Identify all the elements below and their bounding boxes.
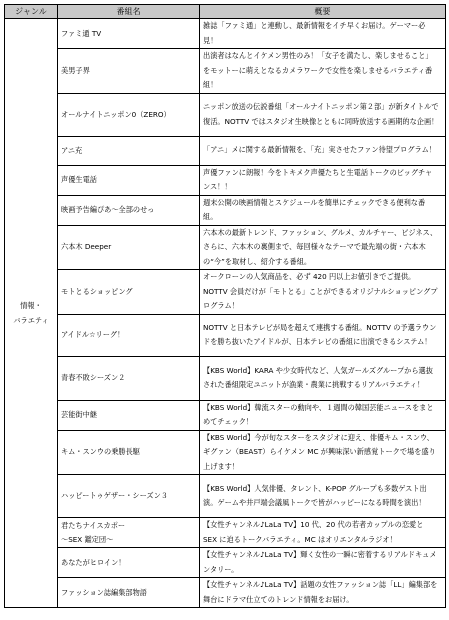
program-title-cell: ハッピートゥゲザー・シーズン３ [58, 475, 200, 518]
table-row [5, 475, 446, 518]
program-title-cell: ファミ通 TV [58, 19, 200, 49]
program-summary-cell: 週末公開の映画情報とスケジュールを簡単にチェックできる便利な番組。 [200, 195, 446, 225]
table-row [5, 136, 446, 165]
program-title-cell: アニ充 [58, 136, 200, 165]
program-title-cell: モトとるショッピング [58, 270, 200, 315]
program-title-cell: あなたがヒロイン！ [58, 548, 200, 578]
program-title-cell: オールナイトニッポン0（ZERO） [58, 93, 200, 136]
program-summary-cell: 【KBS World】KARA や少女時代など、人気ガールズグループから選抜された番組限定ユニットが漁業・農業に挑戦するリアルバラエティ！ [200, 356, 446, 400]
program-summary-cell: 【女性チャンネル♪LaLa TV】輝く女性の一瞬に密着するリアルドキュメンタリー。 [200, 548, 446, 578]
program-summary-cell: オークローンの人気商品を、必ず 420 円以上お値引きでご提供。NOTTV 会員だけが「モトとる」ことができるオリジナルショッピングプログラム！ [200, 270, 446, 315]
table-row [5, 314, 446, 356]
program-summary-cell: 【KBS World】今が旬なスターをスタジオに迎え、俳優キム・スンウ、ギグァン（BEAST）らイケメン MC が興味深い新感覚トークで場を盛り上げます！ [200, 430, 446, 475]
program-summary-cell: ニッポン放送の伝説番組「オールナイトニッポン第２部」が新タイトルで復活。NOTTV ではスタジオ生映像とともに同時放送する画期的な企画！ [200, 93, 446, 136]
program-table-sheet [4, 4, 445, 608]
table-row [5, 548, 446, 578]
program-title-cell: 君たちナイスカポー ～SEX 鑑定団～ [58, 518, 200, 548]
program-title-cell: 映画予告編ぴあ～全部のせっ [58, 195, 200, 225]
table-row [5, 430, 446, 475]
program-summary-cell: 出演者はなんとイケメン男性のみ！「女子を満たし、楽しませること」をモットーに萌えとなるカメラワークで女性を楽しませるバラエティ番組！ [200, 49, 446, 94]
table-row [5, 356, 446, 400]
program-summary-cell: 【KBS World】韓流スターの動向や、１週間の韓国芸能ニュースをまとめてチェック！ [200, 400, 446, 430]
program-summary-cell: 六本木の最新トレンド、ファッション、グルメ、カルチャー、ビジネス、さらに、六本木の裏側まで、毎回様々なテーマで最先端の街・六本木の“今”を取材し、紹介する番組。 [200, 225, 446, 270]
table-row [5, 49, 446, 94]
header-row [5, 5, 446, 19]
table-row [5, 93, 446, 136]
program-title-cell: 芸能街中継 [58, 400, 200, 430]
program-title-cell: 六本木 Deeper [58, 225, 200, 270]
header-summary: 概要 [200, 5, 446, 19]
table-row [5, 195, 446, 225]
table-row [5, 19, 446, 49]
table-row [5, 578, 446, 608]
program-table [4, 4, 446, 608]
program-title-cell: 青春不敗シーズン２ [58, 356, 200, 400]
program-summary-cell: 「アニ」メに関する最新情報を、「充」実させたファン待望プログラム！ [200, 136, 446, 165]
program-summary-cell: NOTTV と日本テレビが局を超えて連携する番組。NOTTV の予選ラウンドを勝ち抜いたアイドルが、日本テレビの番組に出演できるシステム！ [200, 314, 446, 356]
table-row [5, 400, 446, 430]
program-summary-cell: 【女性チャンネル♪LaLa TV】話題の女性ファッション誌「LL」編集部を舞台にドラマ仕立てのトレンド情報をお届け。 [200, 578, 446, 608]
program-summary-cell: 雑誌「ファミ通」と連動し、最新情報をイチ早くお届け。ゲーマー必見！ [200, 19, 446, 49]
program-title-cell: アイドル☆リーグ！ [58, 314, 200, 356]
program-title-cell: 美男子界 [58, 49, 200, 94]
program-summary-cell: 【KBS World】人気俳優、タレント、K-POP グループも多数ゲスト出演。ゲームや井戸端会議風トークで皆がハッピーになる時間を演出！ [200, 475, 446, 518]
genre-cell: 情報・ バラエティ [5, 19, 58, 608]
header-genre: ジャンル [5, 5, 58, 19]
program-title-cell: キム・スンウの乗勝長駆 [58, 430, 200, 475]
table-row [5, 225, 446, 270]
program-rows [5, 19, 446, 608]
program-summary-cell: 【女性チャンネル♪LaLa TV】10 代、20 代の若者カップルの恋愛と SEX に迫るトークバラエティ。MC はオリエンタルラジオ！ [200, 518, 446, 548]
program-title-cell: ファッション誌編集部物語 [58, 578, 200, 608]
table-row [5, 270, 446, 315]
program-title-cell: 声優生電話 [58, 165, 200, 195]
header-program-name: 番組名 [58, 5, 200, 19]
table-row [5, 518, 446, 548]
table-row [5, 165, 446, 195]
program-summary-cell: 声優ファンに朗報！今をトキメク声優たちと生電話トークのビッグチャンス！！ [200, 165, 446, 195]
